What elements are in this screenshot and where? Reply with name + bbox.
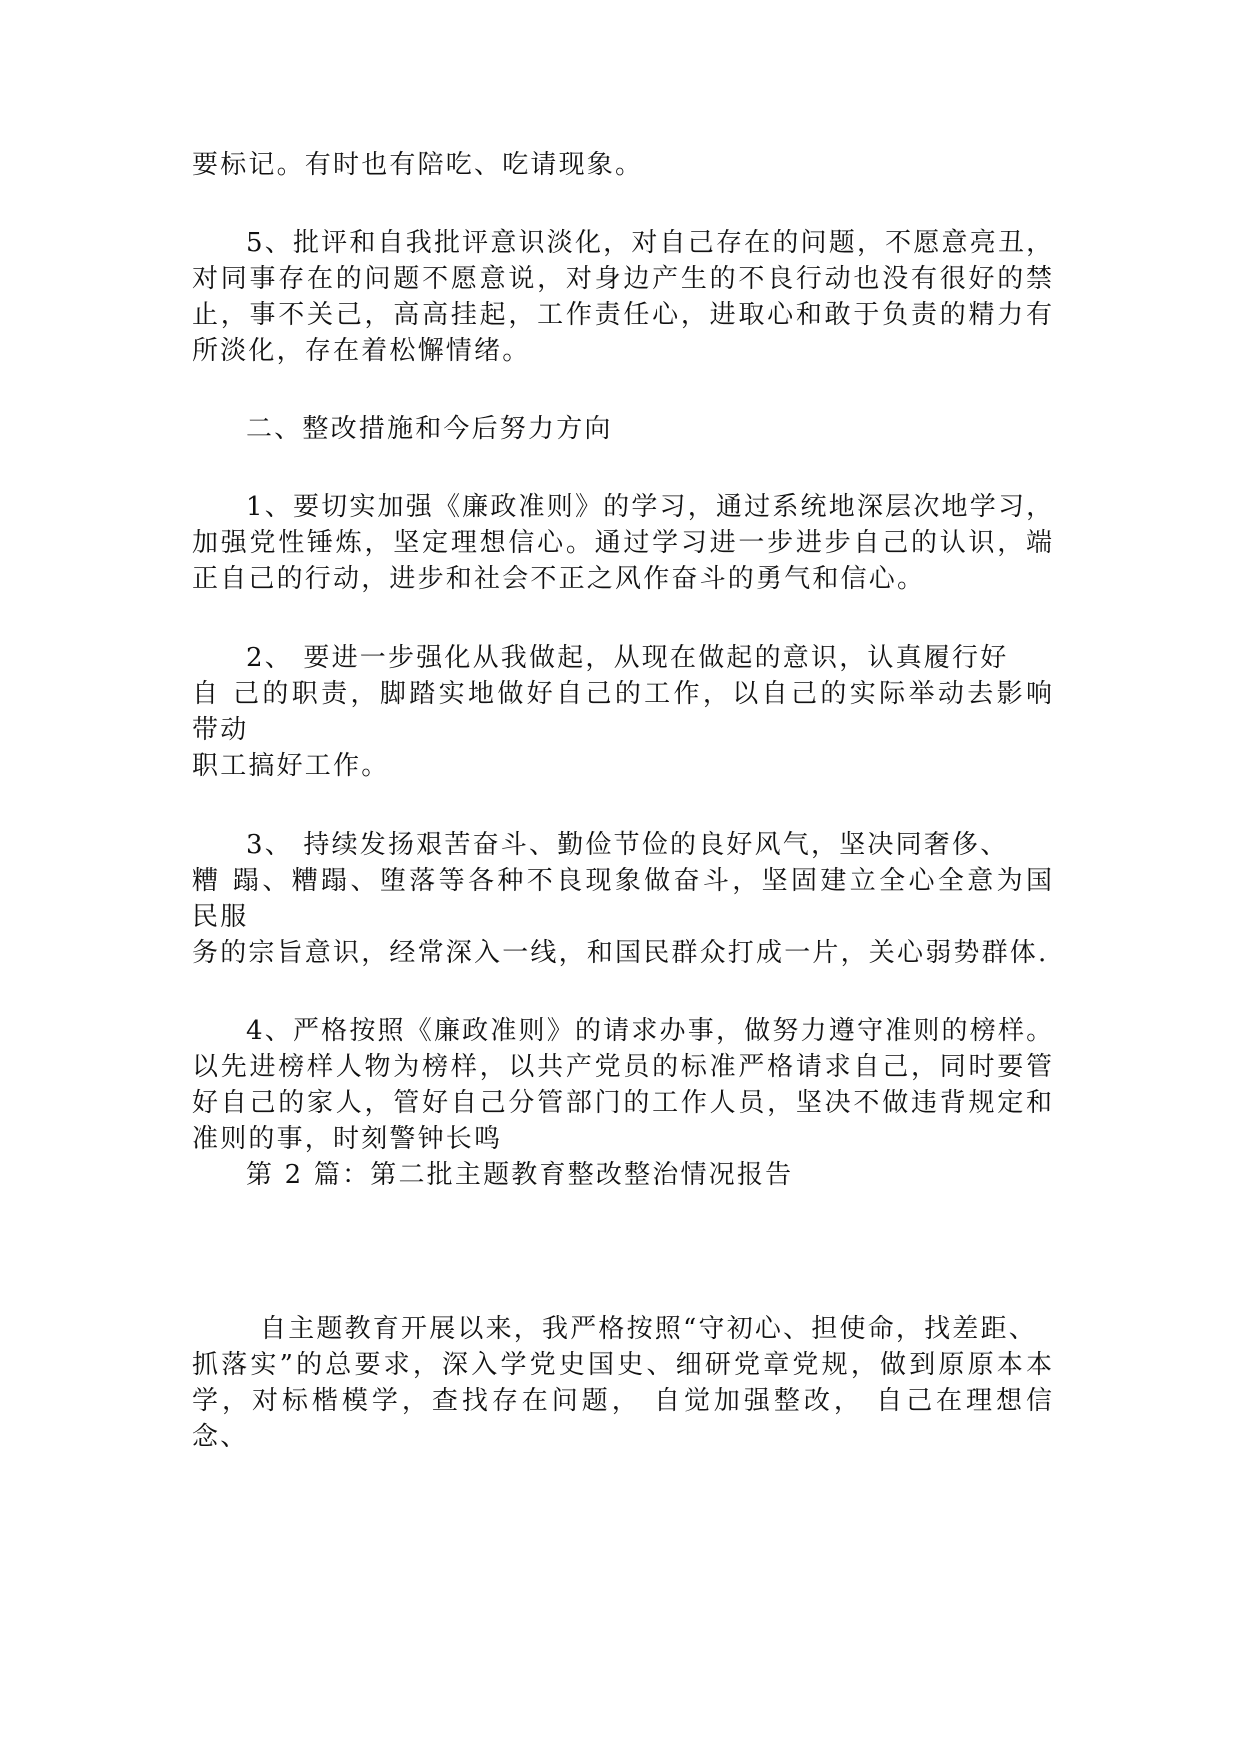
paragraph-line: 2、 要进一步强化从我做起，从现在做起的意识，认真履行好 [246, 643, 1009, 673]
paragraph-line: 带动 [192, 715, 249, 745]
paragraph-line: 好自己的家人，管好自己分管部门的工作人员，坚决不做违背规定和 [192, 1088, 1052, 1118]
paragraph-line: 所淡化，存在着松懈情绪。 [192, 336, 531, 366]
paragraph-line: 对同事存在的问题不愿意说，对身边产生的不良行动也没有很好的禁 [192, 264, 1052, 294]
paragraph-line: 糟 蹋、糟蹋、堕落等各种不良现象做奋斗，坚固建立全心全意为国 [192, 866, 1052, 896]
section-heading: 二、整改措施和今后努力方向 [246, 414, 613, 444]
paragraph-line: 民服 [192, 902, 249, 932]
paragraph-line: 止，事不关己，高高挂起，工作责任心，进取心和敢于负责的精力有 [192, 300, 1052, 330]
paragraph-line: 正自己的行动，进步和社会不正之风作奋斗的勇气和信心。 [192, 564, 926, 594]
paragraph-line: 务的宗旨意识，经常深入一线，和国民群众打成一片，关心弱势群体. [192, 938, 1049, 968]
paragraph-line: 5、批评和自我批评意识淡化，对自己存在的问题，不愿意亮丑， [246, 228, 1055, 258]
paragraph-line: 准则的事，时刻警钟长鸣 [192, 1124, 503, 1154]
paragraph-line: 以先进榜样人物为榜样，以共产党员的标准严格请求自己，同时要管 [192, 1052, 1052, 1082]
paragraph-line: 1、要切实加强《廉政准则》的学习，通过系统地深层次地学习， [246, 492, 1055, 522]
paragraph-line: 学，对标楷模学，查找存在问题， 自觉加强整改， 自己在理想信 [192, 1386, 1052, 1416]
paragraph-line: 3、 持续发扬艰苦奋斗、勤俭节俭的良好风气，坚决同奢侈、 [246, 830, 1009, 860]
paragraph-line: 念、 [192, 1422, 249, 1452]
paragraph-line: 4、严格按照《廉政准则》的请求办事，做努力遵守准则的榜样。 [246, 1016, 1055, 1046]
paragraph-line: 自 己的职责，脚踏实地做好自己的工作，以自己的实际举动去影响 [192, 679, 1052, 709]
paragraph-line: 加强党性锤炼，坚定理想信心。通过学习进一步进步自己的认识，端 [192, 528, 1052, 558]
article-title: 第 2 篇：第二批主题教育整改整治情况报告 [246, 1160, 794, 1190]
paragraph-line: 抓落实”的总要求，深入学党史国史、细研党章党规，做到原原本本 [192, 1350, 1052, 1380]
paragraph-line: 自主题教育开展以来，我严格按照“守初心、担使命，找差距、 [260, 1314, 1037, 1344]
paragraph-line: 职工搞好工作。 [192, 751, 390, 781]
paragraph-line: 要标记。有时也有陪吃、吃请现象。 [192, 150, 644, 180]
